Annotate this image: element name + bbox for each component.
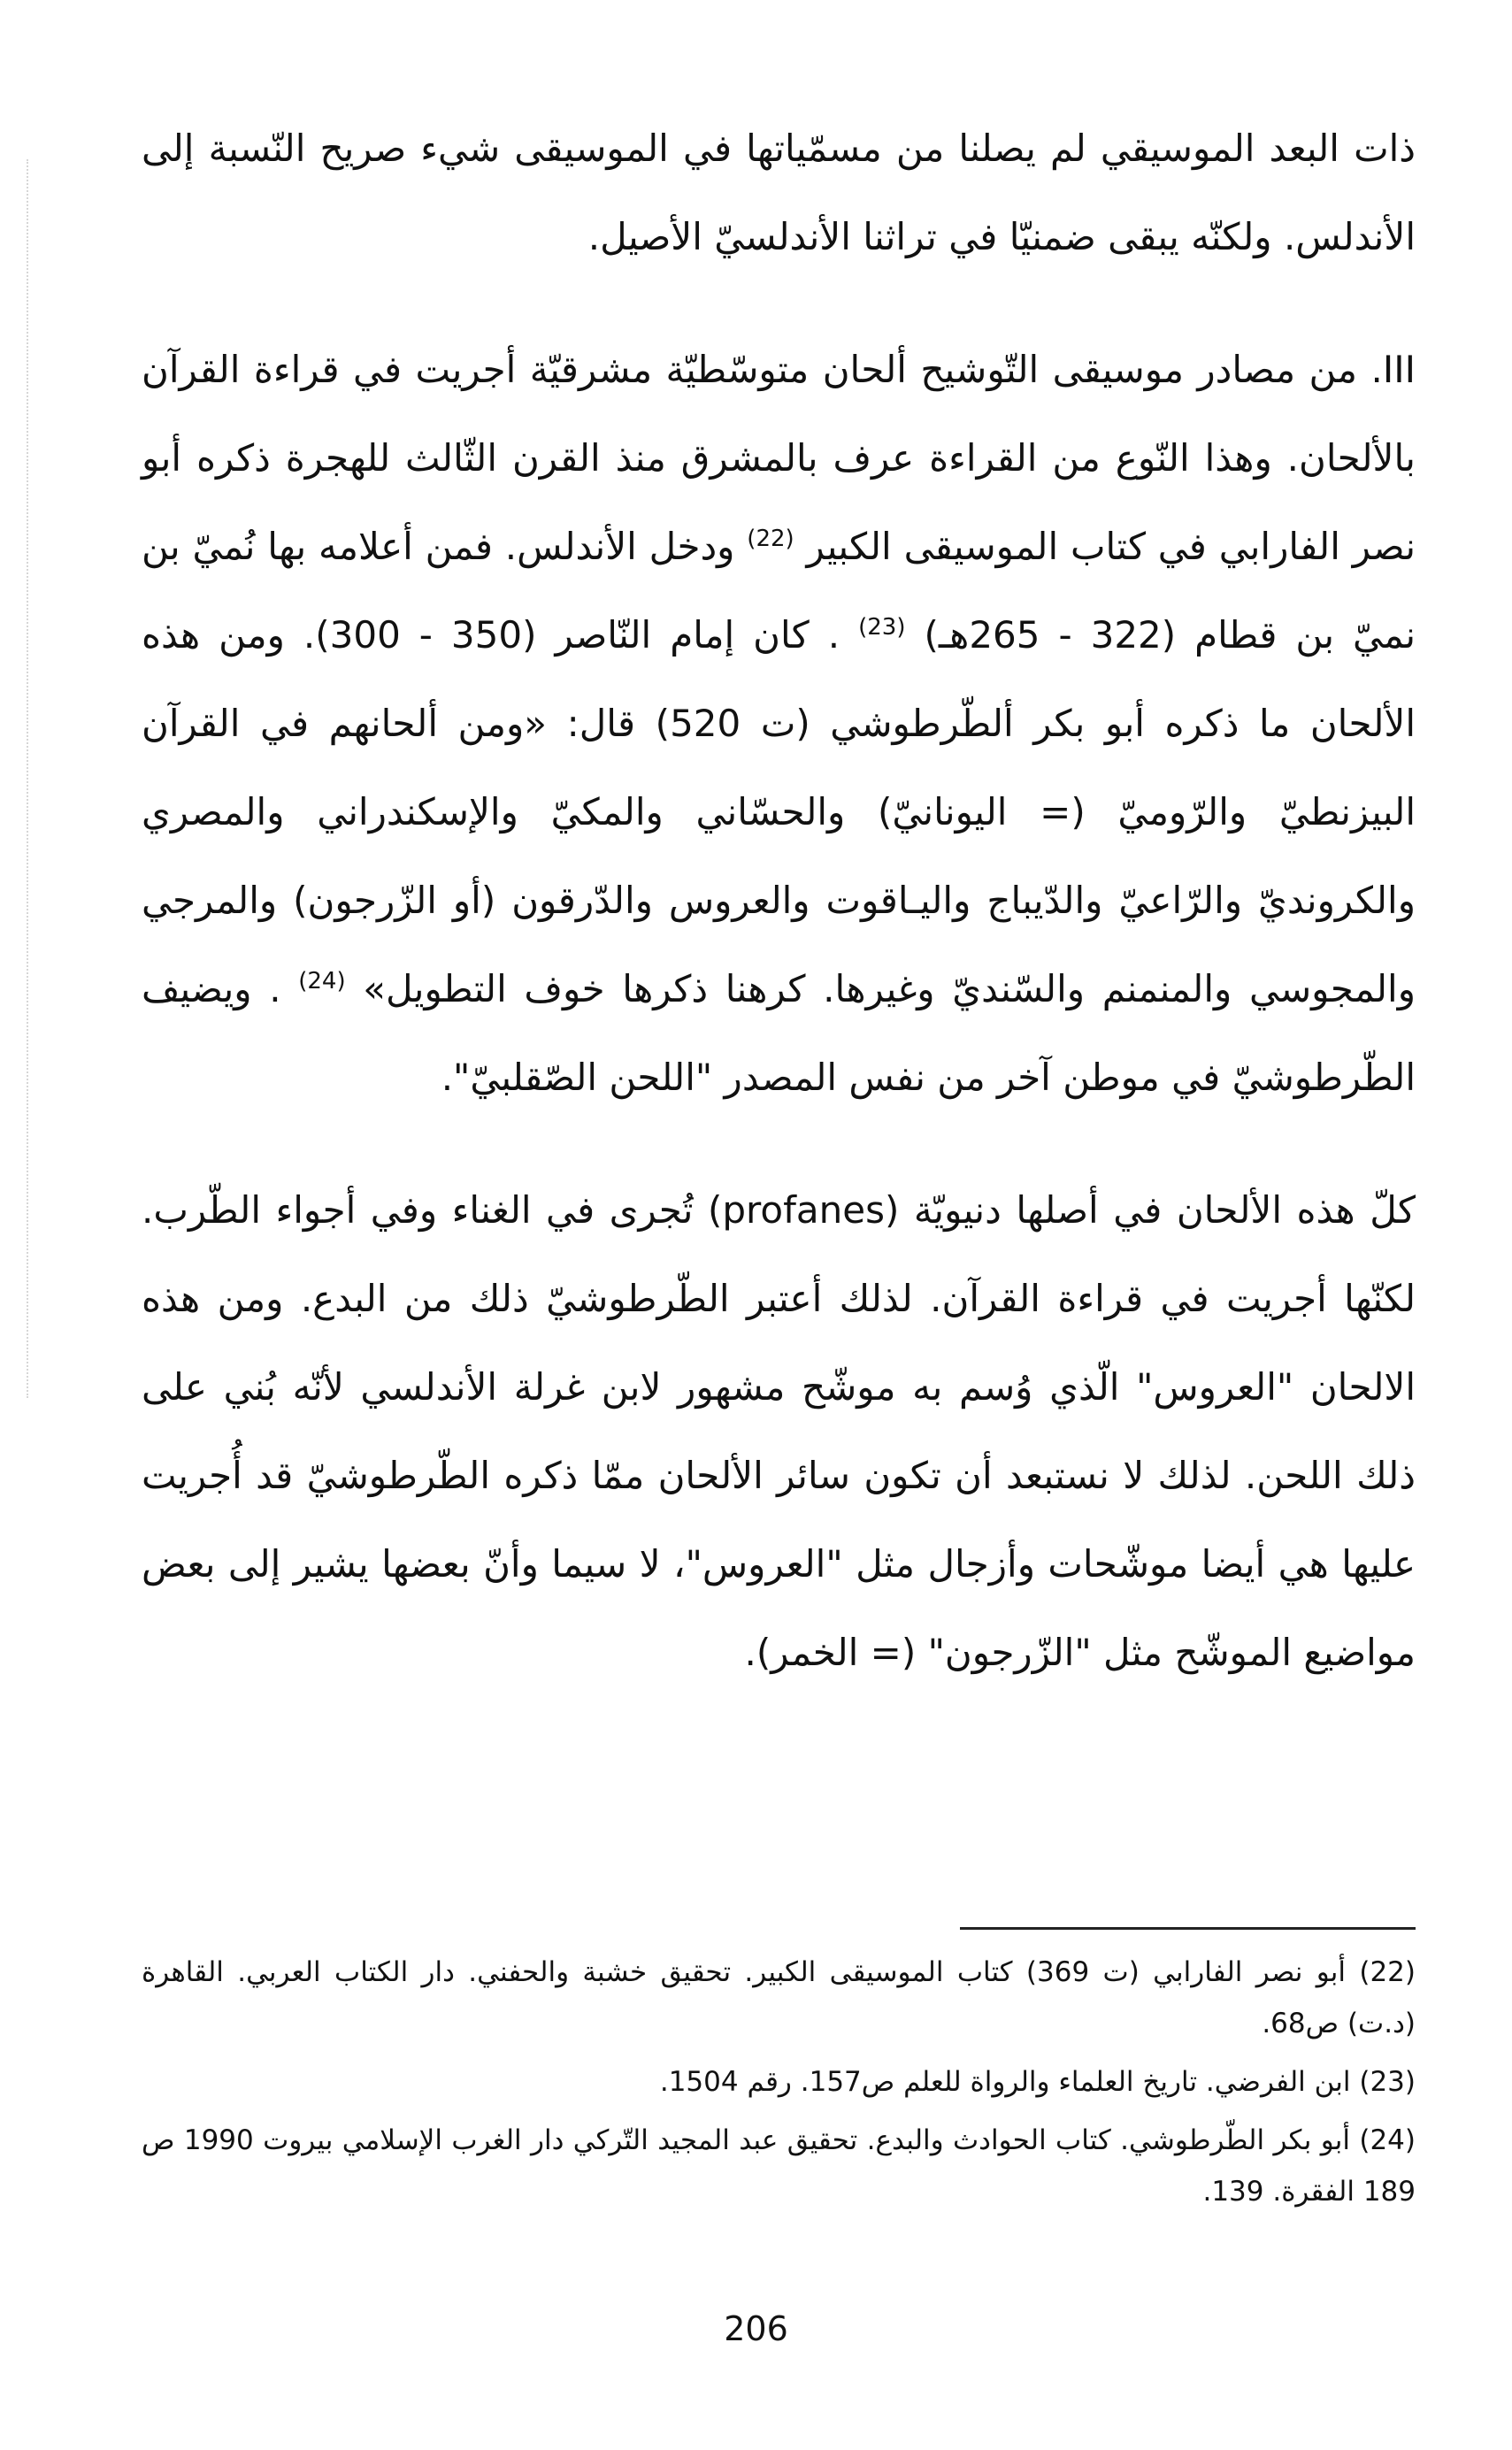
footnote-ref-24[interactable]: (24) (298, 968, 346, 995)
paragraph-3-text: كلّ هذه الألحان في أصلها دنيويّة (profanes) تُجرى في الغناء وفي أجواء الطّرب. لكنّها أجريت في قراءة القرآن. لذلك أعتبر الطّرطوشيّ ذلك من البدع. ومن هذه الالحان "العروس" الّذي وُسم به موشّح مشهور لابن غرلة الأندلسي لأنّه بُني على ذلك اللحن. لذلك لا نستبعد أن تكون سائر الألحان ممّا ذكره الطّرطوشيّ قد أُجريت عليها هي أيضا موشّحات وأزجال مثل "العروس"، لا سيما وأنّ بعضها يشير إلى بعض مواضيع الموشّح مثل "الزّرجون" (= الخمر). (142, 1188, 1416, 1674)
paragraph-1 (142, 104, 1416, 281)
footnote-divider (960, 1927, 1416, 1930)
footnote-ref-23[interactable]: (23) (858, 614, 906, 641)
footnote-22: (22) أبو نصر الفارابي (ت 369) كتاب الموسيقى الكبير. تحقيق خشبة والحفني. دار الكتاب العربي. القاهرة (د.ت) ص68. (142, 1956, 1416, 2039)
paragraph-2-text-part-2: ودخل الأندلس. فمن أعلامه بها نُميّ بن نميّ بن قطام (322 - 265هـ) (142, 525, 1416, 657)
footnotes (142, 1947, 1416, 2224)
body-text (142, 104, 1416, 1697)
footnote-ref-22[interactable]: (22) (747, 526, 794, 552)
paragraph-2-text-part-4: . ويضيف الطّرطوشيّ في موطن آخر من نفس المصدر "اللحن الصّقلبيّ". (142, 967, 1416, 1099)
footnote-24: (24) أبو بكر الطّرطوشي. كتاب الحوادث والبدع. تحقيق عبد المجيد التّركي دار الغرب الإسلامي بيروت 1990 ص 189 الفقرة. 139. (142, 2124, 1416, 2208)
paragraph-2 (142, 326, 1416, 1122)
footnote-23: (23) ابن الفرضي. تاريخ العلماء والرواة للعلم ص157. رقم 1504. (659, 2066, 1416, 2098)
page-number: 206 (724, 2309, 788, 2348)
paragraph-2-text-part-3: . كان إمام النّاصر (350 - 300). ومن هذه الألحان ما ذكره أبو بكر ألطّرطوشي (ت 520) قال: «ومن ألحانهم في القرآن البيزنطيّ والرّوميّ (= اليونانيّ) والحسّاني والمكيّ والإسكندراني والمصري والكرونديّ والرّاعيّ والدّيباج واليـاقوت والعروس والدّرقون (أو الزّرجون) والمرجي والمجوسي والمنمنم والسّنديّ وغيرها. كرهنا ذكرها خوف التطويل» (142, 613, 1416, 1010)
paragraph-2-text-part-1: III. من مصادر موسيقى التّوشيح ألحان متوسّطيّة مشرقيّة أجريت في قراءة القرآن بالألحان. وهذا النّوع من القراءة عرف بالمشرق منذ القرن الثّالث للهجرة ذكره أبو نصر الفارابي في كتاب الموسيقى الكبير (142, 348, 1416, 568)
paragraph-1-text: ذات البعد الموسيقي لم يصلنا من مسمّياتها في الموسيقى شيء صريح النّسبة إلى الأندلس. ولكنّه يبقى ضمنيّا في تراثنا الأندلسيّ الأصيل. (142, 127, 1416, 258)
paragraph-3 (142, 1166, 1416, 1697)
scan-margin-artifact (27, 159, 32, 1398)
